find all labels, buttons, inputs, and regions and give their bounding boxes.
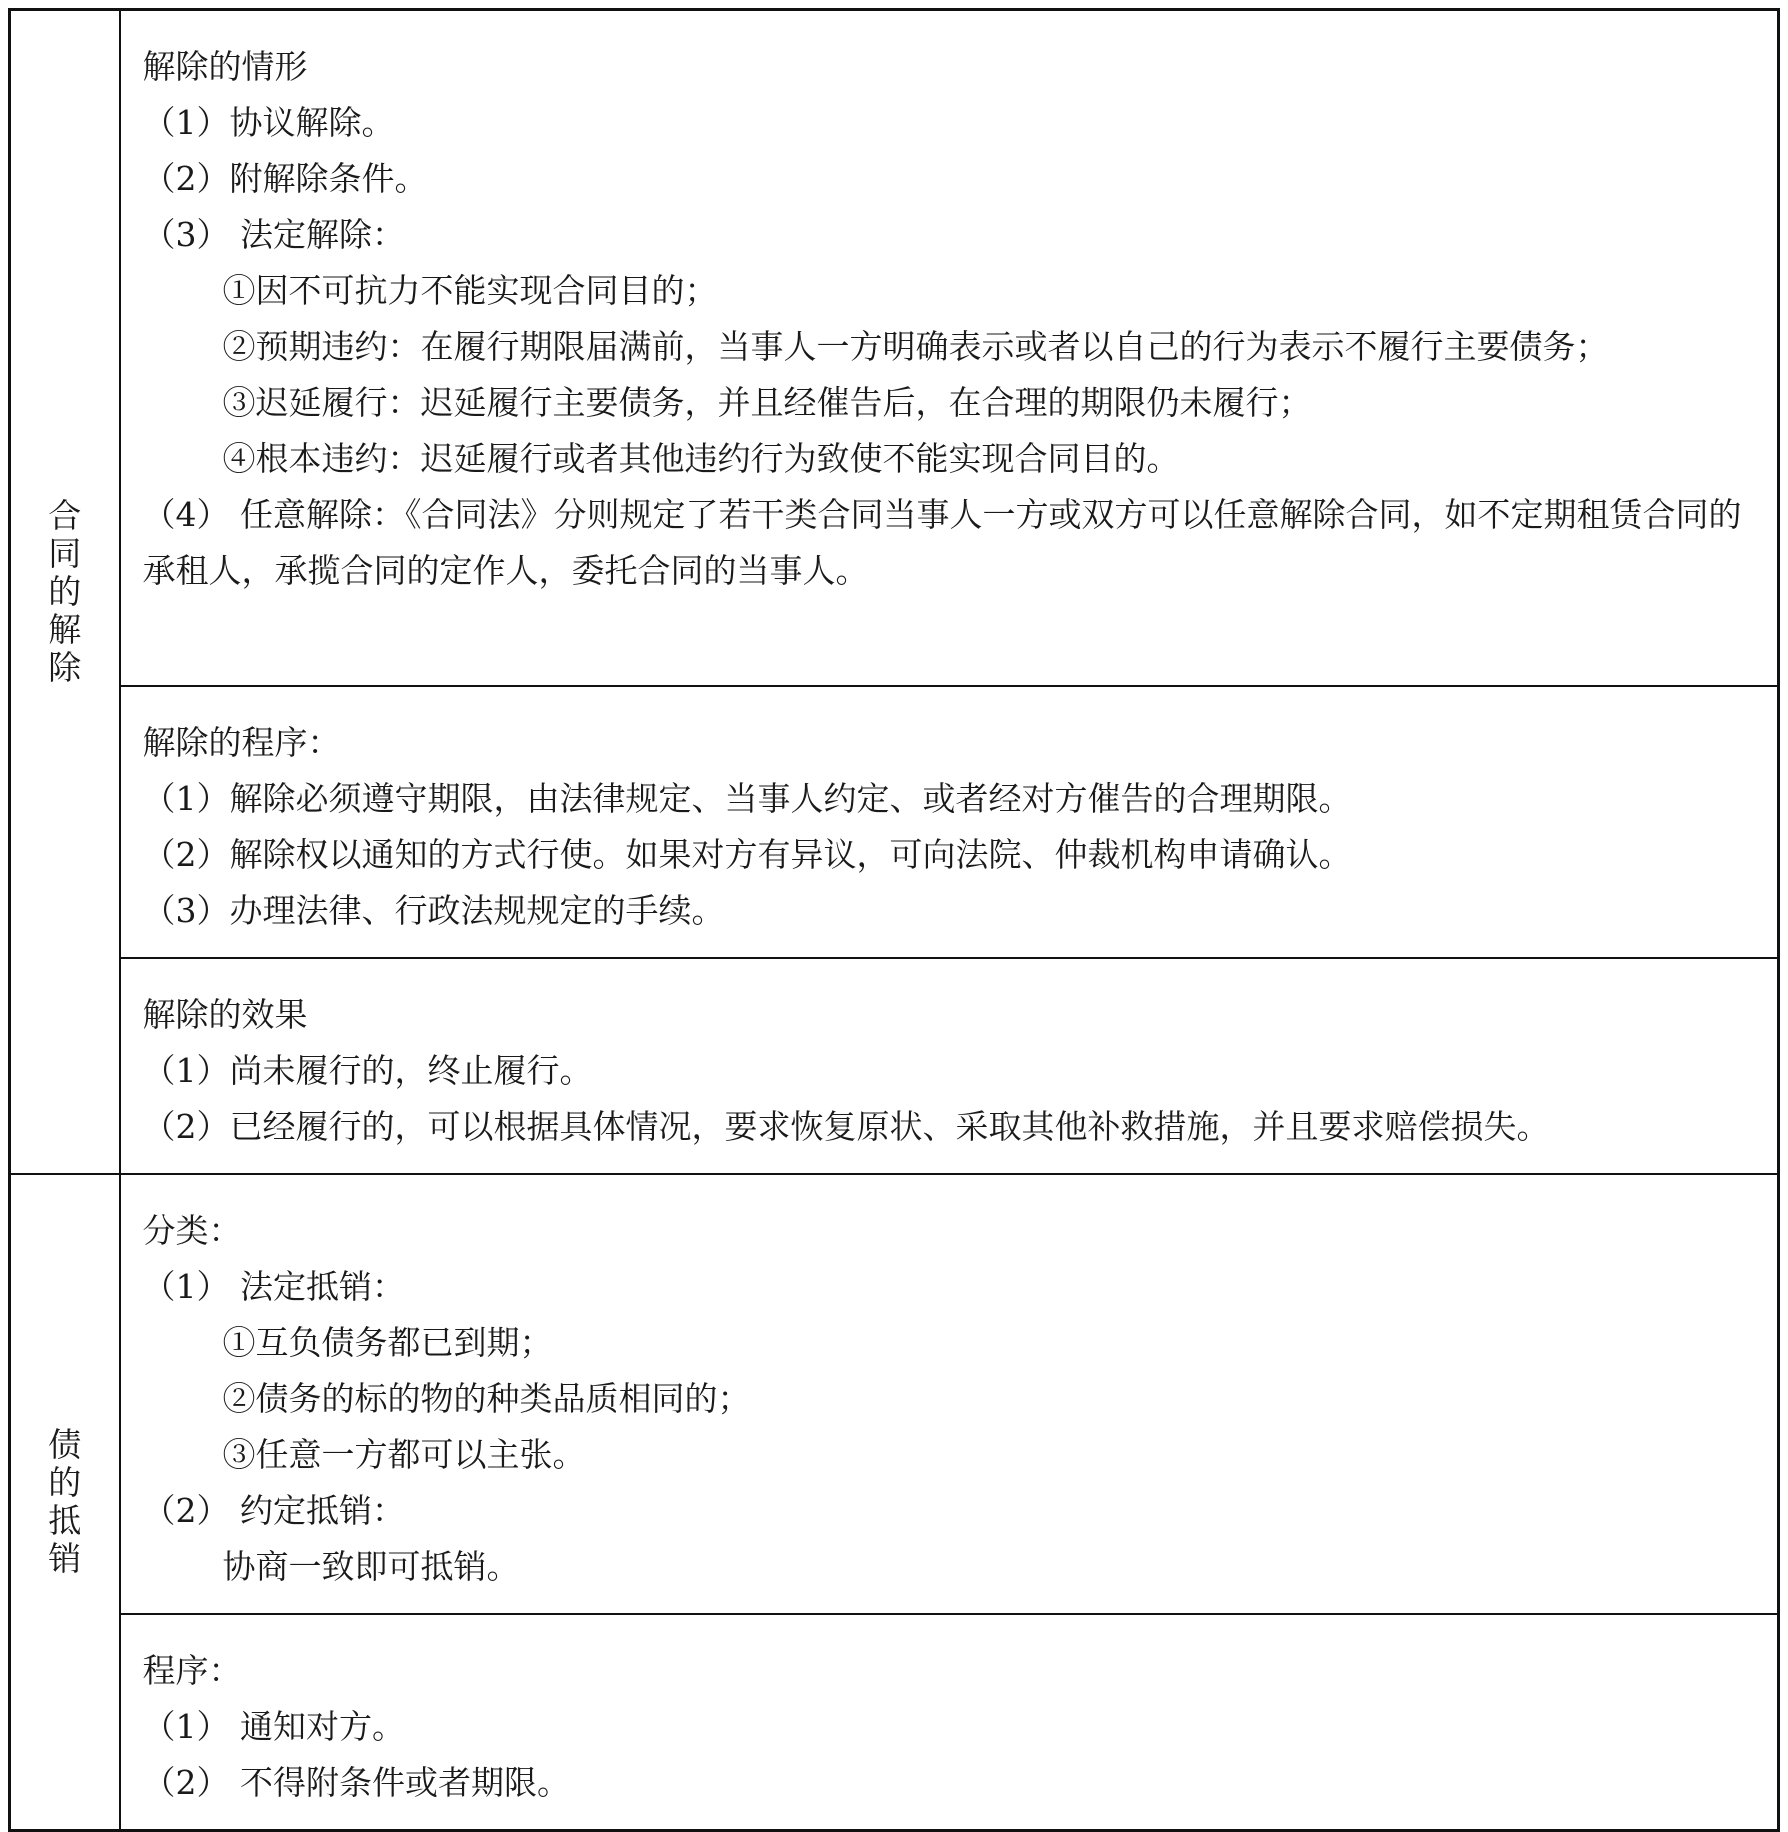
text-line: 解除的效果 [142, 994, 308, 1034]
section-header-contract-termination: 合同的解除 [48, 495, 82, 687]
cell-text [121, 11, 1778, 617]
text-line: ③迟延履行：迟延履行主要债务，并且经催告后，在合理的期限仍未履行； [222, 383, 1312, 422]
text-line: （2） 约定抵销： [142, 1490, 405, 1530]
text-line: （2） 不得附条件或者期限。 [142, 1762, 570, 1802]
cell-text [121, 959, 1778, 1173]
content-cell-termination-cases [120, 10, 1779, 686]
cell-text [121, 1615, 1778, 1829]
text-line: ②债务的标的物的种类品质相同的； [222, 1378, 751, 1418]
cell-text [121, 1175, 1778, 1613]
table-row [10, 1614, 1779, 1831]
section-header-cell [10, 1174, 120, 1831]
text-line: ③任意一方都可以主张。 [222, 1434, 586, 1474]
text-line: （2）解除权以通知的方式行使。如果对方有异议，可向法院、仲裁机构申请确认。 [142, 834, 1352, 874]
section-header-cell [10, 10, 120, 1174]
table-row [10, 958, 1779, 1174]
text-line: 分类： [142, 1210, 242, 1250]
table-row [10, 1174, 1779, 1614]
text-line: （3） 法定解除： [142, 215, 405, 254]
text-line: 解除的情形 [142, 47, 308, 86]
text-line: ①因不可抗力不能实现合同目的； [222, 271, 718, 310]
text-line: 程序： [142, 1650, 242, 1690]
text-line: ①互负债务都已到期； [222, 1322, 553, 1362]
text-line: （2）已经履行的，可以根据具体情况，要求恢复原状、采取其他补救措施，并且要求赔偿损失。 [142, 1106, 1550, 1146]
section-header-debt-offset: 债的抵销 [48, 1424, 82, 1578]
text-line: （1）解除必须遵守期限，由法律规定、当事人约定、或者经对方催告的合理期限。 [142, 778, 1352, 818]
text-line: （4） 任意解除：《合同法》分则规定了若干类合同当事人一方或双方可以任意解除合同，如不定期租赁合同的承租人，承揽合同的定作人，委托合同的当事人。 [142, 495, 1742, 590]
text-line: （3）办理法律、行政法规规定的手续。 [142, 890, 725, 930]
content-cell-termination-procedure [120, 686, 1779, 958]
content-table [8, 8, 1780, 1832]
text-line: 解除的程序： [142, 722, 341, 762]
text-line: （2）附解除条件。 [142, 159, 428, 198]
text-line: 协商一致即可抵销。 [222, 1546, 520, 1586]
text-line: ④根本违约：迟延履行或者其他违约行为致使不能实现合同目的。 [222, 439, 1180, 478]
table-row [10, 10, 1779, 686]
text-line: （1）协议解除。 [142, 103, 395, 142]
cell-text [121, 687, 1778, 957]
content-cell-offset-procedure [120, 1614, 1779, 1831]
table-row [10, 686, 1779, 958]
content-cell-termination-effect [120, 958, 1779, 1174]
text-line: （1）尚未履行的，终止履行。 [142, 1050, 593, 1090]
text-line: ②预期违约：在履行期限届满前，当事人一方明确表示或者以自己的行为表示不履行主要债务； [222, 327, 1609, 366]
content-cell-offset-types [120, 1174, 1779, 1614]
text-line: （1） 通知对方。 [142, 1706, 405, 1746]
text-line: （1） 法定抵销： [142, 1266, 405, 1306]
